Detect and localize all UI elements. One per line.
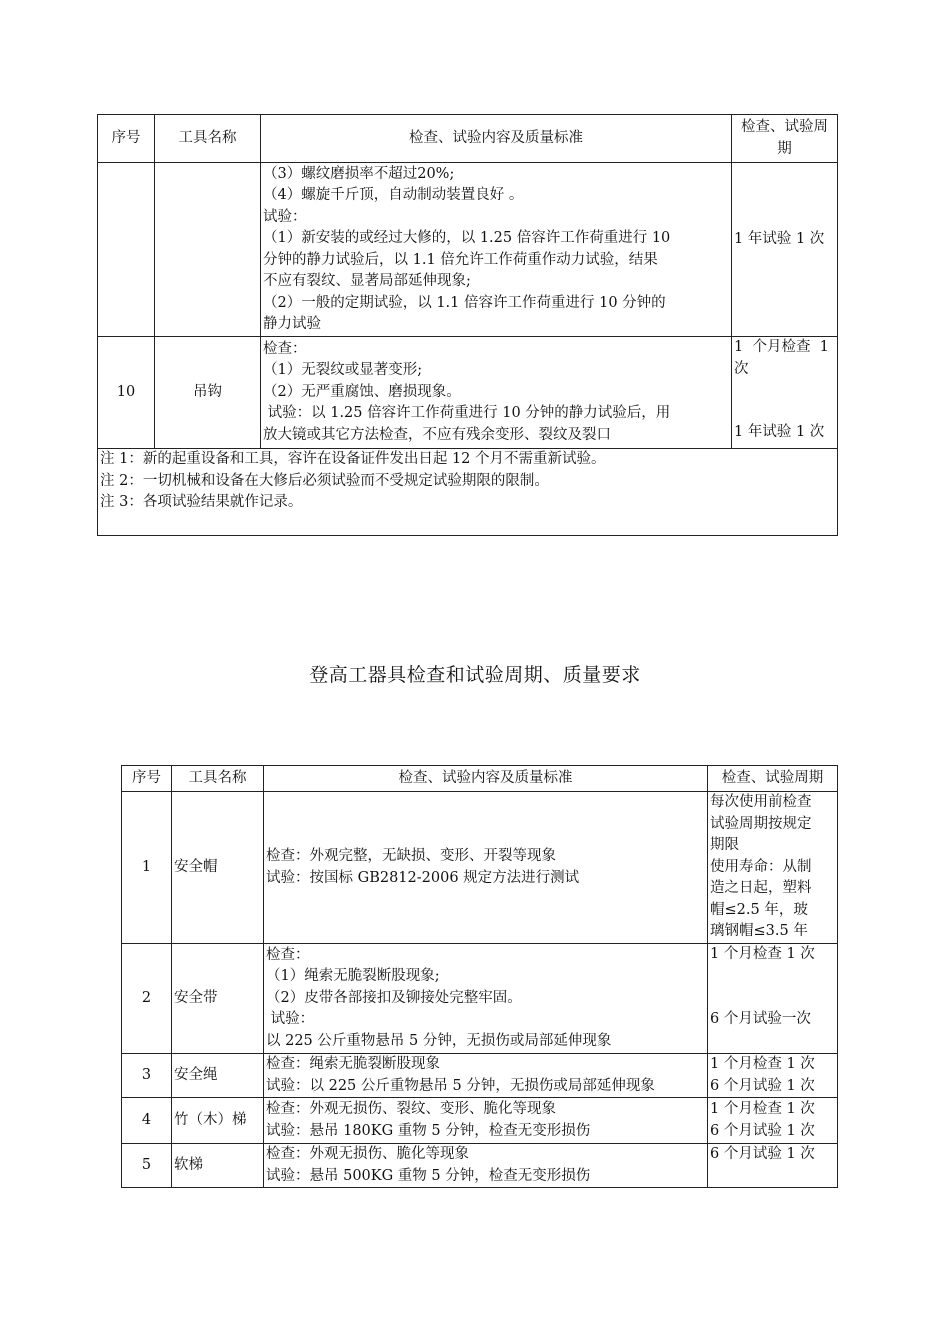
cycle-line: 每次使用前检查	[710, 794, 812, 811]
content-line: （2）无严重腐蚀、磨损现象。	[263, 383, 461, 400]
section-title: 登高工器具检查和试验周期、质量要求	[309, 664, 641, 686]
cell-content	[264, 1054, 708, 1098]
cycle-line: 1 个月检查 1	[734, 339, 829, 355]
cell-name	[155, 163, 261, 337]
content-line: （2）皮带各部接扣及铆接处完整牢固。	[266, 989, 522, 1006]
content-line: （1）无裂纹或显著变形;	[263, 362, 423, 379]
table-row	[98, 337, 838, 449]
cycle-line: 1 年试验 1 次	[734, 424, 825, 440]
cell-no: 10	[98, 337, 155, 449]
content-line: （2）一般的定期试验，以 1.1 倍容许工作荷重进行 10 分钟的	[263, 294, 666, 311]
cycle-line: 6 个月试验 1 次	[710, 1077, 815, 1094]
cell-cycle	[708, 792, 838, 944]
cell-name: 安全绳	[172, 1054, 264, 1098]
content-line: 试验：悬吊 180KG 重物 5 分钟，检查无变形损伤	[266, 1122, 591, 1139]
content-line: 试验：按国标 GB2812-2006 规定方法进行测试	[266, 869, 580, 886]
header-tool-name: 工具名称	[172, 766, 264, 792]
content-line: 试验：	[263, 208, 307, 225]
cell-cycle: 1 年试验 1 次	[732, 163, 838, 337]
cycle-line: 造之日起，塑料	[710, 880, 812, 897]
cell-cycle	[708, 1144, 838, 1188]
cell-content	[261, 337, 732, 449]
table-row	[122, 1054, 838, 1098]
content-line: 检查：外观无损伤、裂纹、变形、脆化等现象	[266, 1101, 556, 1117]
cell-no: 3	[122, 1054, 172, 1098]
notes-cell	[98, 449, 838, 536]
cycle-line: 1 个月检查 1 次	[710, 946, 815, 962]
content-line: 试验：以 1.25 倍容许工作荷重进行 10 分钟的静力试验后，用	[263, 405, 671, 422]
cell-no	[98, 163, 155, 337]
header-tool-name: 工具名称	[155, 115, 261, 163]
content-line: 检查：外观无损伤、脆化等现象	[266, 1146, 469, 1162]
cycle-line: 璃钢帽≤3.5 年	[710, 923, 808, 940]
header-content: 检查、试验内容及质量标准	[264, 766, 708, 792]
cell-cycle	[732, 337, 838, 449]
cycle-line: 6 个月试验一次	[710, 1010, 811, 1027]
notes-row	[98, 449, 838, 536]
cycle-line: 使用寿命：从制	[710, 858, 812, 875]
content-line: 放大镜或其它方法检查，不应有残余变形、裂纹及裂口	[263, 426, 611, 443]
cell-content	[264, 792, 708, 944]
header-content: 检查、试验内容及质量标准	[261, 115, 732, 163]
cell-content	[264, 1098, 708, 1144]
lifting-tools-table	[97, 114, 838, 536]
table-row	[122, 944, 838, 1054]
header-no: 序号	[98, 115, 155, 163]
content-line: 检查：绳索无脆裂断股现象	[266, 1056, 440, 1072]
cell-no: 2	[122, 944, 172, 1054]
cell-name: 安全帽	[172, 792, 264, 944]
table-row	[122, 792, 838, 944]
table-row	[98, 163, 838, 337]
content-line: 检查：	[266, 946, 310, 963]
cycle-line: 次	[734, 360, 749, 377]
content-line: （3）螺纹磨损率不超过20%;	[263, 165, 455, 182]
content-line: 检查：	[263, 340, 307, 357]
climbing-tools-table	[121, 765, 838, 1188]
cell-content	[264, 1144, 708, 1188]
note-line: 注 1：新的起重设备和工具，容许在设备证件发出日起 12 个月不需重新试验。	[100, 451, 606, 467]
content-line: 分钟的静力试验后，以 1.1 倍允许工作荷重作动力试验，结果	[263, 251, 658, 268]
content-line: 以 225 公斤重物悬吊 5 分钟，无损伤或局部延伸现象	[266, 1032, 612, 1049]
note-line: 注 2：一切机械和设备在大修后必须试验而不受规定试验期限的限制。	[100, 472, 549, 489]
cell-name: 软梯	[172, 1144, 264, 1188]
content-line: 试验：悬吊 500KG 重物 5 分钟，检查无变形损伤	[266, 1167, 591, 1184]
table-row	[122, 1098, 838, 1144]
cell-content	[261, 163, 732, 337]
content-line: （1）绳索无脆裂断股现象;	[266, 968, 440, 985]
header-no: 序号	[122, 766, 172, 792]
cell-cycle	[708, 1054, 838, 1098]
content-line: 检查：外观完整，无缺损、变形、开裂等现象	[266, 848, 556, 864]
header-cycle: 检查、试验周期	[732, 115, 838, 163]
cell-cycle	[708, 944, 838, 1054]
cell-no: 5	[122, 1144, 172, 1188]
content-line: 不应有裂纹、显著局部延伸现象;	[263, 273, 471, 289]
cell-cycle	[708, 1098, 838, 1144]
content-line: （1）新安装的或经过大修的，以 1.25 倍容许工作荷重进行 10	[263, 230, 671, 246]
cell-no: 4	[122, 1098, 172, 1144]
cycle-line: 6 个月试验 1 次	[710, 1122, 815, 1139]
cycle-line: 帽≤2.5 年，玻	[710, 901, 808, 918]
cell-name: 安全带	[172, 944, 264, 1054]
content-line: 试验：以 225 公斤重物悬吊 5 分钟，无损伤或局部延伸现象	[266, 1077, 655, 1094]
note-line: 注 3：各项试验结果就作记录。	[100, 494, 303, 510]
cycle-line: 1 个月检查 1 次	[710, 1101, 815, 1117]
cycle-line: 期限	[710, 837, 739, 854]
cell-content	[264, 944, 708, 1054]
cell-no: 1	[122, 792, 172, 944]
content-line: （4）螺旋千斤顶，自动制动装置良好 。	[263, 187, 524, 203]
table-header-row	[98, 115, 838, 163]
cycle-line: 1 个月检查 1 次	[710, 1056, 815, 1072]
cell-name: 竹（木）梯	[172, 1098, 264, 1144]
content-line: 试验：	[266, 1011, 315, 1028]
table-header-row	[122, 766, 838, 792]
content-line: 静力试验	[263, 316, 321, 332]
header-cycle: 检查、试验周期	[708, 766, 838, 792]
cycle-line: 试验周期按规定	[710, 815, 812, 832]
cell-name: 吊钩	[155, 337, 261, 449]
cycle-line: 6 个月试验 1 次	[710, 1146, 815, 1162]
table-row	[122, 1144, 838, 1188]
